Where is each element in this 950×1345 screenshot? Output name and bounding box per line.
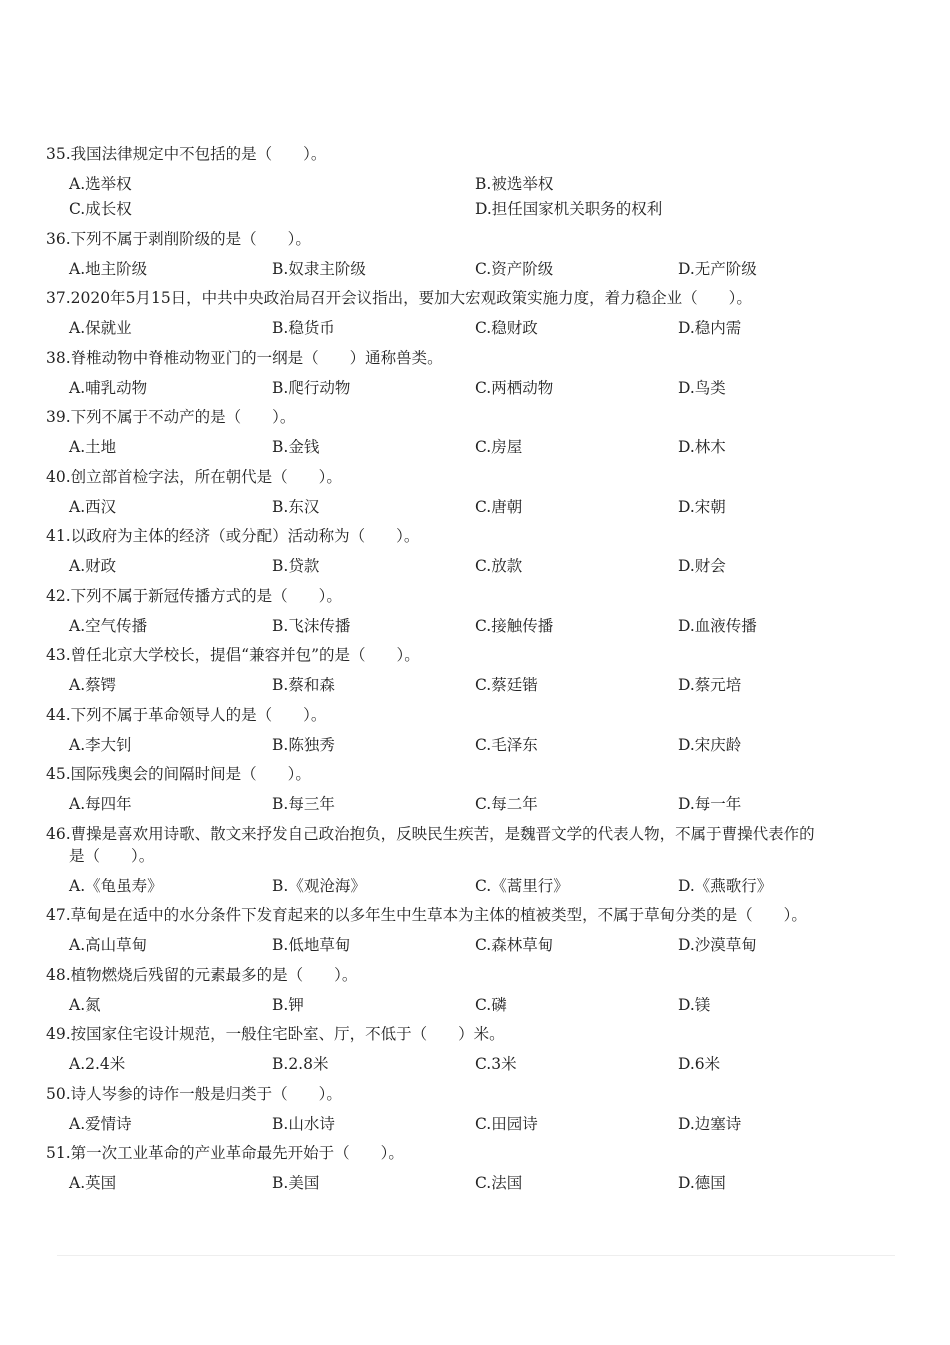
question-block	[46, 525, 906, 577]
answer-option: B.蔡和森	[272, 676, 335, 694]
answer-option: D.鸟类	[678, 378, 726, 397]
answer-option: D.每一年	[678, 795, 742, 813]
question-stem: 37.2020年5月15日，中共中央政治局召开会议指出，要加大宏观政策实施力度，着力稳企业（ ）。	[46, 289, 752, 307]
option-list	[46, 615, 906, 637]
answer-option: B.金钱	[272, 438, 320, 456]
question-stem: 50.诗人岑参的诗作一般是归类于（ ）。	[46, 1084, 342, 1103]
question-stem-continuation: 是（ ）。	[69, 846, 155, 865]
answer-option: B.每三年	[272, 795, 335, 813]
answer-option: C.资产阶级	[475, 259, 554, 278]
answer-option: C.蔡廷锴	[475, 676, 538, 694]
option-list	[46, 994, 906, 1016]
question-block	[46, 1023, 906, 1075]
option-list	[46, 674, 906, 696]
answer-option: A.氮	[69, 995, 101, 1014]
answer-option: C.房屋	[475, 438, 523, 456]
answer-option: B.2.8米	[272, 1055, 329, 1073]
answer-option: C.接触传播	[475, 616, 554, 635]
answer-option: D.稳内需	[678, 319, 742, 337]
question-stem: 49.按国家住宅设计规范，一般住宅卧室、厅，不低于（ ）米。	[46, 1025, 505, 1043]
answer-option: A.高山草甸	[69, 936, 148, 954]
question-block	[46, 466, 906, 518]
question-block	[46, 406, 906, 458]
answer-option: D.德国	[678, 1174, 726, 1192]
answer-option: D.沙漠草甸	[678, 936, 757, 954]
answer-option: B.钾	[272, 995, 304, 1014]
question-list	[46, 143, 906, 1194]
question-block	[46, 287, 906, 339]
question-block	[46, 763, 906, 815]
answer-option: B.陈独秀	[272, 735, 335, 754]
option-list	[46, 258, 906, 280]
option-list	[46, 875, 906, 897]
question-block	[46, 904, 906, 956]
question-stem: 45.国际残奥会的间隔时间是（ ）。	[46, 765, 311, 783]
answer-option: B.低地草甸	[272, 936, 351, 954]
answer-option: D.《燕歌行》	[678, 876, 773, 895]
option-list	[46, 1172, 906, 1194]
answer-option: A.每四年	[69, 795, 132, 813]
answer-option: D.林木	[678, 438, 726, 456]
answer-option: C.两栖动物	[475, 378, 554, 397]
answer-option: B.东汉	[272, 497, 320, 516]
question-block	[46, 1142, 906, 1194]
option-list	[46, 496, 906, 518]
question-stem: 43.曾任北京大学校长，提倡“兼容并包”的是（ ）。	[46, 646, 420, 664]
answer-option: B.美国	[272, 1174, 320, 1192]
answer-option: A.《龟虽寿》	[69, 876, 163, 895]
answer-option: C.成长权	[69, 200, 132, 218]
answer-option: B.飞沫传播	[272, 616, 351, 635]
footer-divider	[57, 1255, 895, 1256]
answer-option: A.英国	[69, 1174, 117, 1192]
answer-option: C.每二年	[475, 795, 538, 813]
question-block	[46, 228, 906, 280]
answer-option: B.稳货币	[272, 319, 335, 337]
question-stem: 46.曹操是喜欢用诗歌、散文来抒发自己政治抱负，反映民生疾苦，是魏晋文学的代表人物，不属于曹操代表作的	[46, 824, 815, 843]
question-block	[46, 823, 906, 897]
option-list	[46, 436, 906, 458]
answer-option: A.李大钊	[69, 735, 132, 754]
question-stem: 38.脊椎动物中脊椎动物亚门的一纲是（ ）通称兽类。	[46, 348, 443, 367]
option-list	[46, 173, 906, 220]
answer-option: C.磷	[475, 995, 507, 1014]
answer-option: D.血液传播	[678, 616, 757, 635]
answer-option: A.西汉	[69, 497, 117, 516]
answer-option: B.被选举权	[475, 175, 554, 193]
question-stem: 41.以政府为主体的经济（或分配）活动称为（ ）。	[46, 527, 420, 545]
answer-option: C.稳财政	[475, 319, 538, 337]
answer-option: B.奴隶主阶级	[272, 259, 366, 278]
answer-option: C.《蒿里行》	[475, 876, 569, 895]
answer-option: C.法国	[475, 1174, 523, 1192]
question-stem: 35.我国法律规定中不包括的是（ ）。	[46, 145, 327, 163]
answer-option: A.空气传播	[69, 616, 148, 635]
question-block	[46, 1083, 906, 1135]
option-list	[46, 377, 906, 399]
option-list	[46, 1113, 906, 1135]
question-block	[46, 644, 906, 696]
answer-option: C.放款	[475, 557, 523, 575]
answer-option: D.6米	[678, 1055, 721, 1073]
question-block	[46, 585, 906, 637]
question-stem: 39.下列不属于不动产的是（ ）。	[46, 408, 296, 426]
question-stem: 48.植物燃烧后残留的元素最多的是（ ）。	[46, 965, 358, 984]
option-list	[46, 1053, 906, 1075]
answer-option: D.边塞诗	[678, 1114, 742, 1133]
answer-option: A.选举权	[69, 175, 132, 193]
answer-option: A.哺乳动物	[69, 378, 148, 397]
answer-option: A.蔡锷	[69, 676, 117, 694]
option-list	[46, 934, 906, 956]
question-stem: 40.创立部首检字法，所在朝代是（ ）。	[46, 467, 342, 486]
answer-option: D.财会	[678, 557, 726, 575]
question-stem: 47.草甸是在适中的水分条件下发育起来的以多年生中生草本为主体的植被类型，不属于草甸分类的是（ ）。	[46, 906, 807, 924]
answer-option: A.保就业	[69, 319, 132, 337]
answer-option: B.贷款	[272, 557, 320, 575]
question-stem: 51.第一次工业革命的产业革命最先开始于（ ）。	[46, 1144, 404, 1162]
answer-option: B.爬行动物	[272, 378, 351, 397]
question-block	[46, 347, 906, 399]
answer-option: A.土地	[69, 438, 117, 456]
question-block	[46, 143, 906, 220]
question-stem: 42.下列不属于新冠传播方式的是（ ）。	[46, 586, 342, 605]
answer-option: D.宋庆龄	[678, 735, 742, 754]
answer-option: D.蔡元培	[678, 676, 742, 694]
answer-option: A.爱情诗	[69, 1114, 132, 1133]
answer-option: D.无产阶级	[678, 259, 757, 278]
answer-option: D.镁	[678, 995, 711, 1014]
answer-option: B.山水诗	[272, 1114, 335, 1133]
option-list	[46, 734, 906, 756]
answer-option: C.田园诗	[475, 1114, 538, 1133]
option-list	[46, 317, 906, 339]
answer-option: D.担任国家机关职务的权利	[475, 200, 663, 218]
question-block	[46, 704, 906, 756]
answer-option: C.森林草甸	[475, 936, 554, 954]
answer-option: B.《观沧海》	[272, 876, 366, 895]
answer-option: A.2.4米	[69, 1055, 126, 1073]
question-stem: 44.下列不属于革命领导人的是（ ）。	[46, 705, 327, 724]
answer-option: C.唐朝	[475, 497, 523, 516]
option-list	[46, 793, 906, 815]
question-stem: 36.下列不属于剥削阶级的是（ ）。	[46, 229, 311, 248]
answer-option: A.财政	[69, 557, 117, 575]
answer-option: C.3米	[475, 1055, 517, 1073]
answer-option: D.宋朝	[678, 497, 726, 516]
option-list	[46, 555, 906, 577]
answer-option: C.毛泽东	[475, 735, 538, 754]
answer-option: A.地主阶级	[69, 259, 148, 278]
question-block	[46, 964, 906, 1016]
